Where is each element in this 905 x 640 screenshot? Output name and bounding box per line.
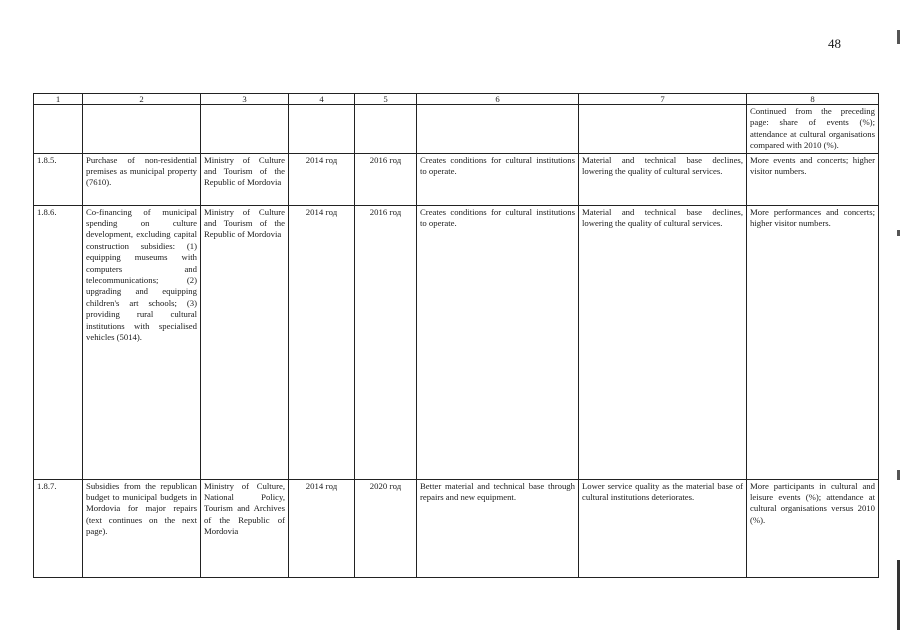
end-year-cell: 2016 год	[355, 153, 417, 205]
table-cell	[579, 105, 747, 154]
page-number: 48	[828, 36, 841, 51]
column-number: 6	[417, 94, 579, 105]
table-cell	[201, 105, 289, 154]
table-row	[34, 479, 879, 577]
row-number: 1.8.7.	[34, 479, 83, 577]
result-cell: Creates conditions for cultural institutions to operate.	[417, 153, 579, 205]
table-cell	[355, 105, 417, 154]
executor-cell: Ministry of Culture and Tourism of the Republic of Mordovia	[201, 205, 289, 479]
consequence-cell: Material and technical base declines, lowering the quality of cultural services.	[579, 153, 747, 205]
indicators-cell: More performances and concerts; higher visitor numbers.	[747, 205, 879, 479]
indicators-cell: Continued from the preceding page: share of events (%); attendance at cultural organisations compared with 2010 (%).	[747, 105, 879, 154]
table-row	[34, 153, 879, 205]
column-number: 5	[355, 94, 417, 105]
table-cell	[83, 105, 201, 154]
indicators-cell: More events and concerts; higher visitor numbers.	[747, 153, 879, 205]
consequence-cell: Lower service quality as the material base of cultural institutions deteriorates.	[579, 479, 747, 577]
executor-cell: Ministry of Culture, National Policy, Tourism and Archives of the Republic of Mordovia	[201, 479, 289, 577]
column-number-row	[34, 94, 879, 105]
column-number: 2	[83, 94, 201, 105]
start-year-cell: 2014 год	[289, 205, 355, 479]
program-table	[33, 93, 879, 578]
column-number: 7	[579, 94, 747, 105]
end-year-cell: 2020 год	[355, 479, 417, 577]
table-row	[34, 205, 879, 479]
executor-cell: Ministry of Culture and Tourism of the Republic of Mordovia	[201, 153, 289, 205]
table-cell	[417, 105, 579, 154]
start-year-cell: 2014 год	[289, 153, 355, 205]
row-number: 1.8.6.	[34, 205, 83, 479]
start-year-cell: 2014 год	[289, 479, 355, 577]
column-number: 1	[34, 94, 83, 105]
measure-cell: Subsidies from the republican budget to municipal budgets in Mordovia for major repairs (text continues on the next page).	[83, 479, 201, 577]
column-number: 8	[747, 94, 879, 105]
indicators-cell: More participants in cultural and leisure events (%); attendance at cultural organisations versus 2010 (%).	[747, 479, 879, 577]
result-cell: Better material and technical base through repairs and new equipment.	[417, 479, 579, 577]
consequence-cell: Material and technical base declines, lowering the quality of cultural services.	[579, 205, 747, 479]
measure-cell: Co-financing of municipal spending on culture development, excluding capital construction subsidies: (1) equipping museums with computers and telecommunications; (2) upgrading and equipping children's art schools; (3) providing rural cultural institutions with specialised vehicles (5014).	[83, 205, 201, 479]
row-number: 1.8.5.	[34, 153, 83, 205]
measure-cell: Purchase of non-residential premises as municipal property (7610).	[83, 153, 201, 205]
scan-edge-noise	[895, 0, 903, 640]
end-year-cell: 2016 год	[355, 205, 417, 479]
continuation-row	[34, 105, 879, 154]
column-number: 4	[289, 94, 355, 105]
column-number: 3	[201, 94, 289, 105]
table-cell	[289, 105, 355, 154]
result-cell: Creates conditions for cultural institutions to operate.	[417, 205, 579, 479]
table-cell	[34, 105, 83, 154]
